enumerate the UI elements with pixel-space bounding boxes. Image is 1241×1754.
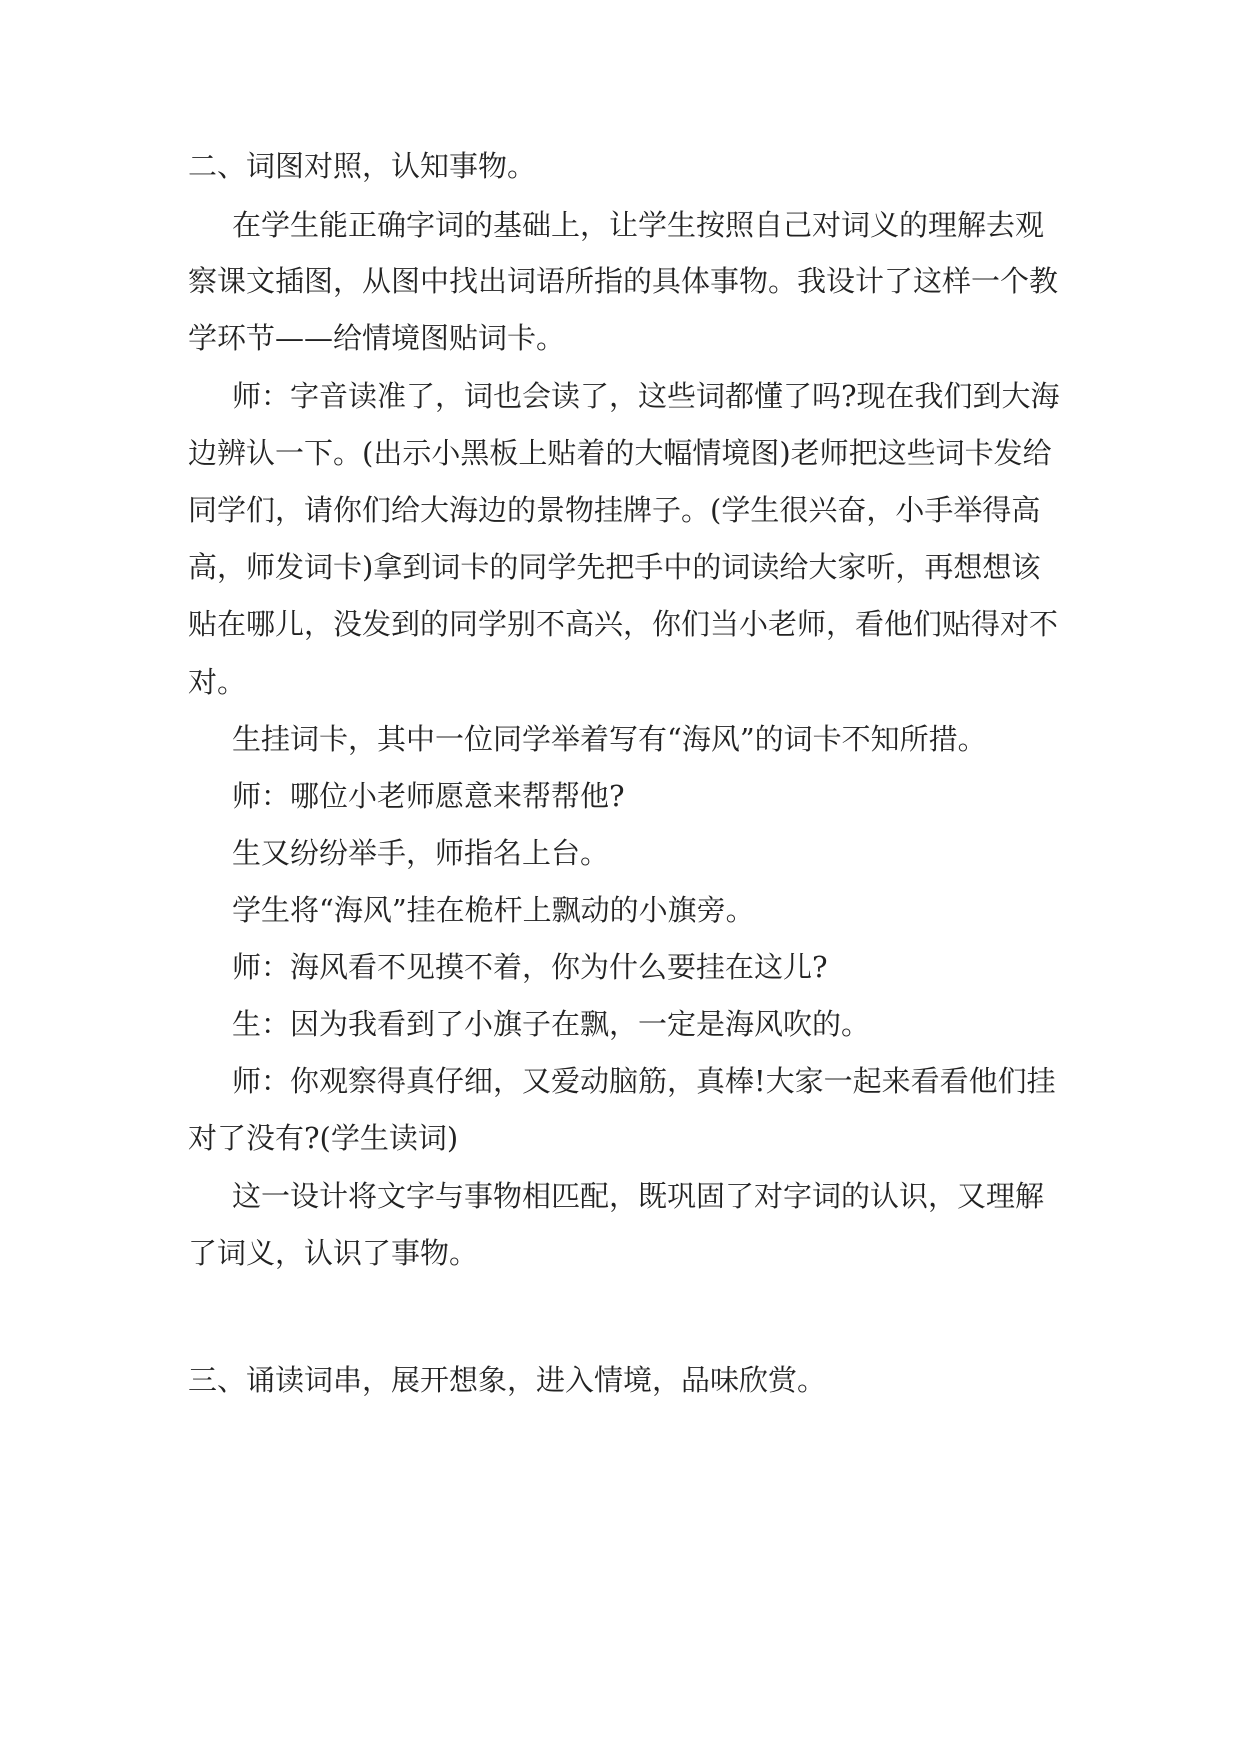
section-heading-2: 二、词图对照，认知事物。 [188,149,537,183]
paragraph-line: 贴在哪儿，没发到的同学别不高兴，你们当小老师，看他们贴得对不 [188,607,1059,641]
paragraph-line: 边辨认一下。(出示小黑板上贴着的大幅情境图)老师把这些词卡发给 [188,436,1052,470]
paragraph-line: 生：因为我看到了小旗子在飘，一定是海风吹的。 [232,1007,871,1041]
section-heading-3: 三、诵读词串，展开想象，进入情境，品味欣赏。 [188,1363,827,1397]
paragraph-line: 生又纷纷举手，师指名上台。 [232,836,610,870]
paragraph-line: 了词义，认识了事物。 [188,1236,479,1270]
paragraph-line: 对了没有?(学生读词) [188,1121,459,1155]
paragraph-line: 在学生能正确字词的基础上，让学生按照自己对词义的理解去观 [232,208,1045,242]
paragraph-line: 学环节——给情境图贴词卡。 [188,321,566,355]
paragraph-line: 对。 [188,665,247,699]
paragraph-line: 师：字音读准了，词也会读了，这些词都懂了吗?现在我们到大海 [232,379,1060,413]
paragraph-line: 师：哪位小老师愿意来帮帮他? [232,779,625,813]
paragraph-line: 师：你观察得真仔细，又爱动脑筋，真棒!大家一起来看看他们挂 [232,1064,1056,1098]
paragraph-line: 同学们，请你们给大海边的景物挂牌子。(学生很兴奋，小手举得高 [188,493,1041,527]
paragraph-line: 学生将“海风”挂在桅杆上飘动的小旗旁。 [232,893,755,927]
paragraph-line: 这一设计将文字与事物相匹配，既巩固了对字词的认识，又理解 [232,1179,1045,1213]
paragraph-line: 察课文插图，从图中找出词语所指的具体事物。我设计了这样一个教 [188,264,1059,298]
paragraph-line: 师：海风看不见摸不着，你为什么要挂在这儿? [232,950,828,984]
paragraph-line: 生挂词卡，其中一位同学举着写有“海风”的词卡不知所措。 [232,722,987,756]
paragraph-line: 高，师发词卡)拿到词卡的同学先把手中的词读给大家听，再想想该 [188,550,1041,584]
